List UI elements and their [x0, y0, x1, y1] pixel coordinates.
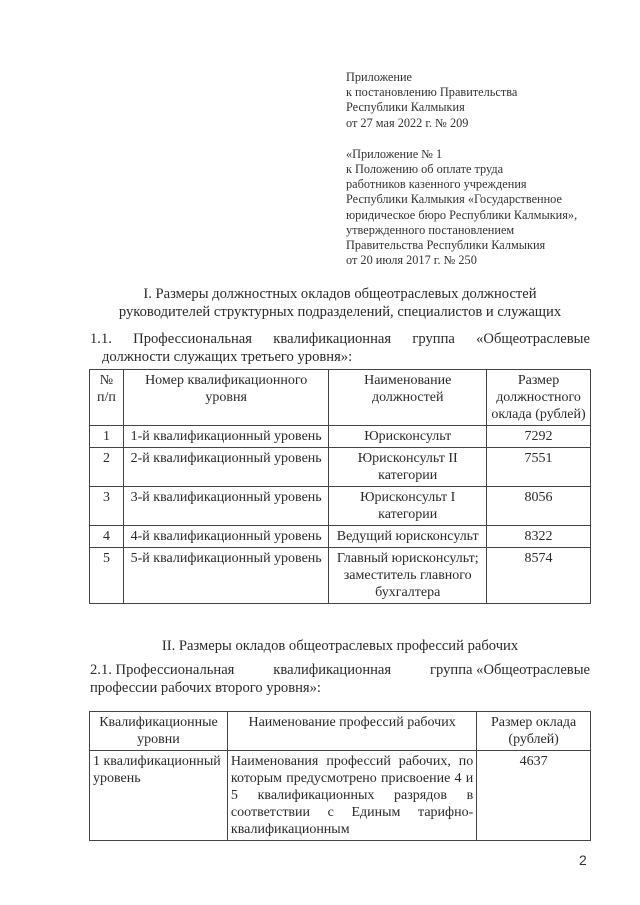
appendix-line: Приложение [346, 70, 412, 84]
cell-salary: 7551 [487, 448, 591, 487]
annex-line: «Приложение № 1 [346, 146, 443, 161]
para-word: группа [412, 331, 455, 347]
annex-line: утвержденного постановлением [346, 222, 515, 237]
cell-number: 2 [90, 448, 124, 487]
cell-number: 1 [90, 426, 124, 448]
appendix-line: Республики Калмыкия [346, 100, 465, 115]
table-row [90, 751, 591, 841]
header-cell-level: Номер квалификационного уровня [123, 370, 329, 426]
cell-level: 3-й квалификационный уровень [123, 487, 329, 526]
cell-number: 5 [90, 548, 124, 604]
appendix-header-block [346, 70, 616, 268]
header-cell-salary: Размер оклада (рублей) [477, 712, 591, 751]
cell-professions: Наименования профессий рабочих, по которым предусмотрено присвоение 4 и 5 квалификационных разрядов в соответствии с Единым тарифно-квалификационным [227, 751, 476, 841]
header-cell-number: № п/п [90, 370, 124, 426]
para-line2: должности служащих третьего уровня»: [102, 349, 353, 365]
positions-salary-table [89, 369, 591, 604]
annex-line: к Положению об оплате труда [346, 162, 504, 177]
cell-level: 2-й квалификационный уровень [123, 448, 329, 487]
table-row [90, 487, 591, 526]
header-cell-salary: Размер должностного оклада (рублей) [487, 370, 591, 426]
section1-title-line2: руководителей структурных подразделений, специалистов и служащих [118, 304, 562, 320]
paragraph-2-1 [90, 661, 590, 697]
table-row [90, 526, 591, 548]
table-row [90, 448, 591, 487]
cell-salary: 8322 [487, 526, 591, 548]
cell-salary: 7292 [487, 426, 591, 448]
appendix-line: к постановлению Правительства [346, 85, 518, 100]
table-header-row [90, 370, 591, 426]
para-word: «Общеотраслевые [476, 331, 590, 347]
para-word: квалификационная [273, 662, 392, 678]
para-word: квалификационная [273, 331, 392, 347]
table-row [90, 426, 591, 448]
cell-level: 1-й квалификационный уровень [123, 426, 329, 448]
annex-line: Правительства Республики Калмыкия [346, 238, 546, 253]
table-row [90, 548, 591, 604]
cell-position: Главный юрисконсульт; заместитель главного бухгалтера [329, 548, 487, 604]
cell-number: 4 [90, 526, 124, 548]
para-word: Профессиональная [133, 331, 253, 347]
cell-level: 1 квалификационный уровень [90, 751, 228, 841]
cell-level: 4-й квалификационный уровень [123, 526, 329, 548]
paragraph-1-1 [90, 330, 590, 366]
cell-position: Юрисконсульт I категории [329, 487, 487, 526]
cell-position: Ведущий юрисконсульт [329, 526, 487, 548]
cell-salary: 8574 [487, 548, 591, 604]
annex-line: Республики Калмыкия «Государственное [346, 192, 562, 207]
cell-position: Юрисконсульт II категории [329, 448, 487, 487]
cell-salary: 8056 [487, 487, 591, 526]
appendix-line: от 27 мая 2022 г. № 209 [346, 115, 469, 130]
page-number: 2 [579, 852, 587, 868]
para-word: 2.1. Профессиональная [90, 662, 235, 678]
cell-position: Юрисконсульт [329, 426, 487, 448]
header-cell-professions: Наименование профессий рабочих [227, 712, 476, 751]
section1-title-line1: I. Размеры должностных окладов общеотраслевых должностей [143, 286, 537, 302]
para-word: группа «Общеотраслевые [430, 662, 590, 678]
worker-professions-table [89, 711, 591, 841]
para-line2: профессии рабочих второго уровня»: [90, 680, 321, 696]
annex-line: от 20 июля 2017 г. № 250 [346, 253, 477, 268]
header-cell-position: Наименование должностей [329, 370, 487, 426]
cell-level: 5-й квалификационный уровень [123, 548, 329, 604]
section1-title [60, 285, 620, 321]
cell-salary: 4637 [477, 751, 591, 841]
para-word: 1.1. [90, 331, 112, 347]
table-header-row [90, 712, 591, 751]
header-cell-levels: Квалификационные уровни [90, 712, 228, 751]
annex-line: работников казенного учреждения [346, 177, 527, 192]
section2-title: II. Размеры окладов общеотраслевых профессий рабочих [161, 638, 519, 654]
cell-number: 3 [90, 487, 124, 526]
annex-line: юридическое бюро Республики Калмыкия», [346, 207, 578, 222]
